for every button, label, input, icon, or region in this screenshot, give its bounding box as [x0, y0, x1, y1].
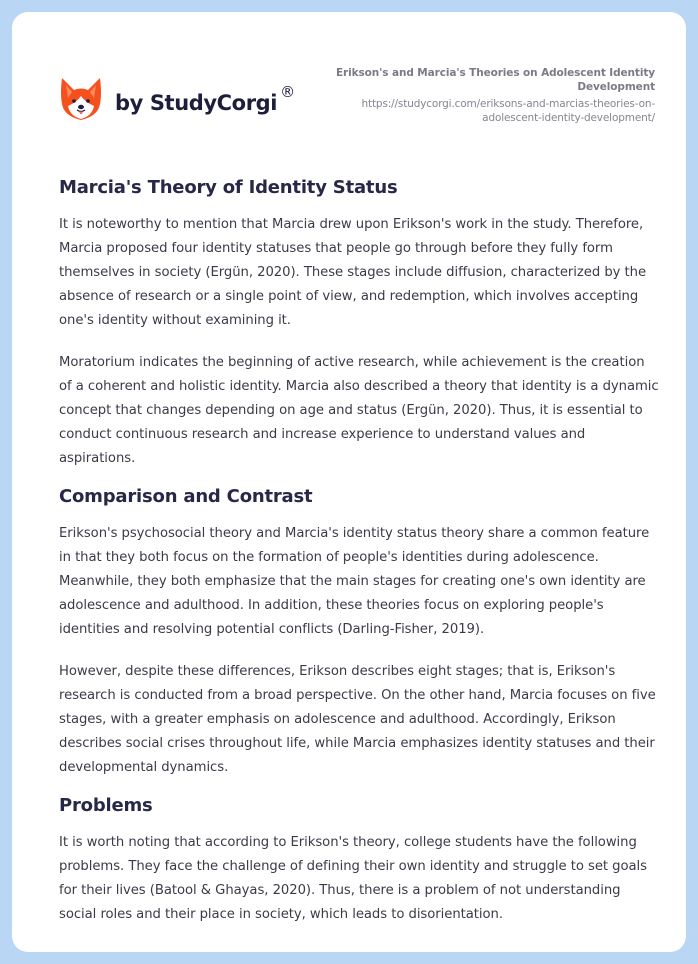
corgi-head-icon — [60, 76, 102, 122]
paragraph: It is worth noting that according to Erikson's theory, college students have the following problems. They face the challenge of defining their own identity and struggle to set goals for their lives (Batool & Ghayas, 2020). Thus, there is a problem of not understanding social roles and their place in society, which leads to disorientation. — [59, 835, 647, 922]
document-url[interactable]: https://studycorgi.com/eriksons-and-marcias-theories-on-adolescent-identity-development/ — [361, 98, 655, 124]
section-heading: Problems — [59, 795, 153, 816]
logo-text: by StudyCorgi — [115, 91, 278, 115]
section-heading: Marcia's Theory of Identity Status — [59, 177, 398, 198]
section-comparison-contrast — [59, 485, 659, 780]
paragraph: Erikson's psychosocial theory and Marcia's identity status theory share a common feature in that they both focus on the formation of people's identities during adolescence. Meanwhile, they both emphasize that the main stages for creating one's own identity are adolescence and adulthood. In addition, these theories focus on exploring people's identities and resolving potential conflicts (Darling-Fisher, 2019). — [59, 526, 650, 637]
article-content — [59, 176, 659, 927]
paragraph: Moratorium indicates the beginning of active research, while achievement is the creation of a coherent and holistic identity. Marcia also described a theory that identity is a dynamic concept that changes depending on age and status (Ergün, 2020). Thus, it is essential to conduct continuous research and increase experience to understand values and aspirations. — [59, 355, 659, 466]
section-marcia-theory — [59, 176, 659, 471]
document-header — [12, 12, 686, 152]
registered-mark: ® — [280, 83, 296, 101]
paragraph: However, despite these differences, Erikson describes eight stages; that is, Erikson's research is conducted from a broad perspective. On the other hand, Marcia focuses on five stages, with a greater emphasis on adolescence and adulthood. Accordingly, Erikson describes social crises throughout life, while Marcia emphasizes identity statuses and their developmental dynamics. — [59, 664, 656, 775]
studycorgi-logo[interactable] — [60, 76, 295, 122]
document-card — [12, 12, 686, 952]
document-title: Erikson's and Marcia's Theories on Adolescent Identity Development — [335, 67, 655, 93]
document-meta — [315, 66, 655, 125]
paragraph: It is noteworthy to mention that Marcia drew upon Erikson's work in the study. Therefore, Marcia proposed four identity statuses that people go through before they fully form themselves in society (Ergün, 2020). These stages include diffusion, characterized by the absence of research or a single point of view, and redemption, which involves accepting one's identity without examining it. — [59, 217, 647, 328]
section-problems — [59, 794, 659, 927]
section-heading: Comparison and Contrast — [59, 486, 313, 507]
